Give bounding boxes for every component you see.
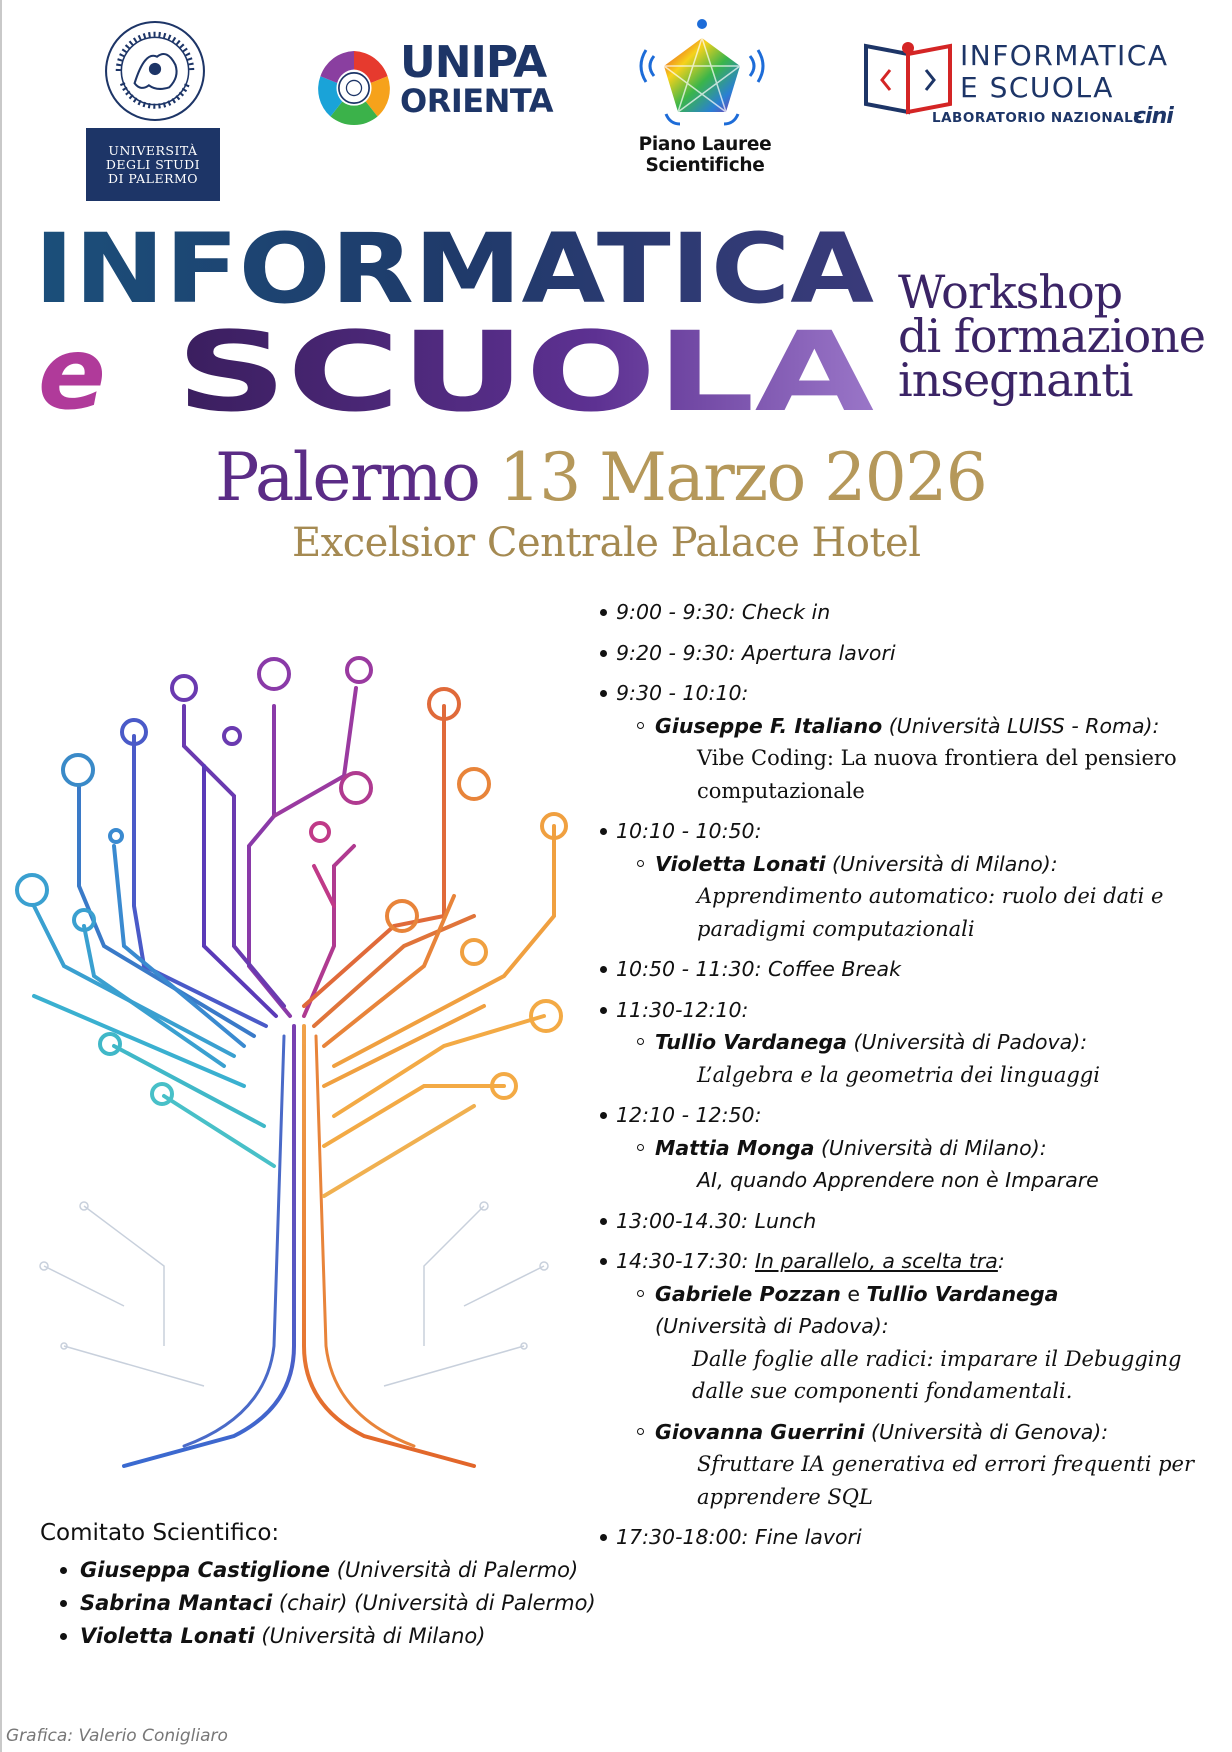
agenda-item [600, 1205, 1200, 1238]
bullet-icon [600, 690, 607, 697]
agenda-text: 12:10 - 12:50: [616, 1103, 762, 1127]
pls-logo-icon [636, 16, 768, 128]
page-edge [0, 0, 2, 1752]
event-city-date [215, 438, 986, 518]
bullet-icon [600, 1218, 607, 1225]
graphic-credits: Grafica: Valerio Conigliaro [6, 1726, 228, 1746]
agenda-text: 10:50 - 11:30: Coffee Break [616, 957, 901, 981]
speaker-affiliation-line: (Università di Padova): [655, 1314, 889, 1338]
talk-title: Apprendimento automatico: ruolo dei dati e [697, 884, 1164, 908]
speaker-line [600, 1026, 1200, 1059]
talk-title: Vibe Coding: La nuova frontiera del pensiero [697, 746, 1177, 770]
agenda-item [600, 637, 1200, 670]
member-name: Violetta Lonati [80, 1624, 255, 1648]
bullet-icon [600, 828, 607, 835]
agenda-text: 13:00-14.30: Lunch [616, 1208, 817, 1233]
speaker-line [600, 1416, 1200, 1449]
speaker-affiliation: (Università di Milano): [814, 1135, 1047, 1160]
committee-member [60, 1554, 596, 1587]
orienta-line: ORIENTA [400, 82, 553, 120]
speaker-affiliation: (Università di Padova): [846, 1030, 1088, 1054]
agenda-text: 10:10 - 10:50: [616, 819, 762, 843]
agenda-underlined: In parallelo, a scelta tra [754, 1249, 998, 1273]
pls-line: Scientifiche [645, 155, 765, 176]
circuit-tree-illustration [4, 646, 582, 1498]
ies-subtitle: LABORATORIO NAZIONALE [932, 110, 1143, 126]
ies-book-icon [862, 40, 954, 118]
committee-member [60, 1620, 596, 1653]
speaker-name: Tullio Vardanega [655, 1030, 847, 1054]
workshop-line: Workshop [898, 265, 1123, 319]
talk-title: Sfruttare IA generativa ed errori frequenti per [697, 1452, 1195, 1476]
agenda-item [600, 596, 1200, 629]
bullet-icon [60, 1600, 67, 1607]
bullet-icon [600, 609, 607, 616]
bullet-icon [600, 1534, 607, 1541]
bullet-icon [600, 1112, 607, 1119]
title-line-2: SCUOLA [176, 308, 874, 435]
speaker-line [600, 848, 1200, 881]
talk-title: paradigmi computazionali [697, 916, 975, 941]
circle-bullet-icon [637, 1144, 644, 1151]
workshop-line: insegnanti [898, 353, 1133, 407]
bullet-icon [600, 650, 607, 657]
speaker-affiliation: (Università di Genova): [864, 1419, 1109, 1444]
unipa-seal-icon [104, 20, 206, 122]
speaker-name: Mattia Monga [655, 1135, 815, 1160]
pls-wordmark [620, 134, 790, 176]
speaker-line [600, 710, 1200, 743]
member-affiliation: (chair) (Università di Palermo) [272, 1591, 596, 1615]
member-name: Giuseppa Castiglione [80, 1558, 331, 1582]
agenda-text: 17:30-18:00: Fine lavori [616, 1525, 862, 1549]
unipa-line: UNIVERSITÀ [108, 142, 198, 158]
agenda-text: 9:30 - 10:10: [616, 681, 749, 705]
agenda-item [600, 677, 1200, 710]
speaker-conj: e [840, 1281, 867, 1306]
agenda-item [600, 1245, 1200, 1278]
talk-title: Dalle foglie alle radici: imparare il Debugging [692, 1346, 1182, 1371]
committee-list [60, 1554, 596, 1653]
speaker-name: Violetta Lonati [655, 851, 826, 876]
speaker-line [600, 1132, 1200, 1165]
circle-bullet-icon [637, 1038, 644, 1045]
member-name: Sabrina Mantaci [80, 1591, 273, 1615]
bullet-icon [60, 1633, 67, 1640]
speaker-name: Giovanna Guerrini [655, 1419, 865, 1444]
workshop-subtitle [898, 265, 1206, 407]
orienta-line: UNIPA [400, 37, 547, 88]
unipa-line: DI PALERMO [107, 170, 199, 186]
pls-line: Piano Lauree [638, 134, 772, 155]
committee-title: Comitato Scientifico: [40, 1520, 280, 1546]
talk-title: apprendere SQL [697, 1484, 873, 1509]
agenda-text: 9:00 - 9:30: Check in [616, 600, 831, 624]
event-venue: Excelsior Centrale Palace Hotel [292, 520, 921, 566]
ies-wordmark [960, 40, 1169, 104]
agenda-text: 11:30-12:10: [616, 997, 749, 1022]
cini-logo: cini [1133, 104, 1173, 129]
talk-title: AI, quando Apprendere non è Imparare [697, 1168, 1099, 1192]
agenda-item [600, 815, 1200, 848]
circle-bullet-icon [637, 860, 644, 867]
orienta-wordmark [400, 37, 553, 120]
unipa-name-box [86, 128, 220, 201]
member-affiliation: (Università di Palermo) [330, 1558, 579, 1582]
speaker-name: Giuseppe F. Italiano [655, 713, 883, 738]
agenda-text: 9:20 - 9:30: Apertura lavori [616, 640, 896, 665]
circle-bullet-icon [637, 1428, 644, 1435]
talk-title: computazionale [697, 778, 865, 803]
agenda-text: : [997, 1249, 1005, 1273]
talk-title: dalle sue componenti fondamentali. [692, 1379, 1073, 1403]
event-date: 13 Marzo 2026 [498, 439, 987, 516]
ies-line: INFORMATICA [960, 39, 1169, 72]
agenda-item [600, 1521, 1200, 1554]
workshop-line: di formazione [898, 309, 1206, 363]
bullet-icon [600, 966, 607, 973]
ies-line: E SCUOLA [960, 71, 1114, 104]
bullet-icon [60, 1567, 67, 1574]
agenda-text: 14:30-17:30: [616, 1249, 755, 1273]
orienta-swirl-icon [312, 46, 396, 130]
title-e-mark: e [38, 315, 106, 432]
speaker-name: Gabriele Pozzan [655, 1281, 841, 1306]
speaker-affiliation: (Università di Milano): [825, 851, 1058, 876]
talk-title: L’algebra e la geometria dei linguaggi [697, 1062, 1100, 1087]
agenda-list [600, 596, 1200, 1554]
unipa-line: DEGLI STUDI [105, 156, 201, 172]
bullet-icon [600, 1007, 607, 1014]
title-line-1: INFORMATICA [34, 220, 874, 325]
event-title-graphic [30, 220, 880, 435]
speaker-affiliation: (Università LUISS - Roma): [882, 713, 1160, 738]
agenda-item [600, 953, 1200, 986]
speaker-name: Tullio Vardanega [866, 1281, 1059, 1306]
event-city: Palermo [215, 439, 480, 516]
member-affiliation: (Università di Milano) [254, 1624, 486, 1648]
circle-bullet-icon [637, 1290, 644, 1297]
committee-member [60, 1587, 596, 1620]
agenda-item [600, 1099, 1200, 1132]
bullet-icon [600, 1258, 607, 1265]
agenda-item [600, 994, 1200, 1027]
speaker-line [600, 1278, 1200, 1311]
circle-bullet-icon [637, 722, 644, 729]
